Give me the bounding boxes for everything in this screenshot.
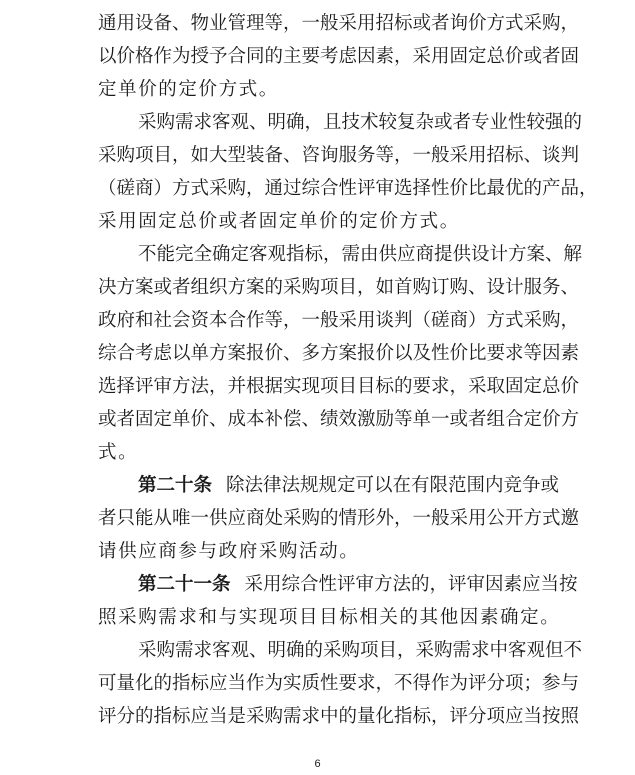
text-line: 照采购需求和与实现项目目标相关的其他因素确定。	[98, 607, 561, 628]
paragraph-1	[98, 7, 580, 106]
article-21	[98, 568, 578, 634]
paragraph-3	[98, 238, 583, 469]
text-line: （磋商）方式采购，通过综合性评审选择性价比最优的产品，	[98, 178, 598, 199]
text-line: 采购需求客观、明确的采购项目，采购需求中客观但不	[138, 640, 583, 661]
text-line: 评分的指标应当是采购需求中的量化指标，评分项应当按照	[98, 706, 580, 727]
text-line: 请供应商参与政府采购活动。	[98, 541, 360, 562]
article-heading: 第二十一条	[138, 574, 231, 595]
text-span: 除法律法规规定可以在有限范围内竞争或	[226, 475, 560, 496]
text-line: 政府和社会资本合作等，一般采用谈判（磋商）方式采购，	[98, 310, 580, 331]
text-line: 者只能从唯一供应商处采购的情形外，一般采用公开方式邀	[98, 508, 580, 529]
text-line: 定单价的定价方式。	[98, 79, 279, 100]
article-20	[98, 469, 580, 568]
article-heading: 第二十条	[138, 475, 213, 496]
text-line	[98, 469, 560, 502]
text-line: 采用固定总价或者固定单价的定价方式。	[98, 211, 460, 232]
paragraph-6	[98, 634, 583, 733]
page-number: 6	[314, 758, 321, 770]
text-line: 以价格作为授予合同的主要考虑因素，采用固定总价或者固	[98, 46, 580, 67]
text-line: 采购项目，如大型装备、咨询服务等，一般采用招标、谈判	[98, 145, 580, 166]
text-span: 采用综合性评审方法的，评审因素应当按	[244, 574, 578, 595]
document-body	[98, 7, 598, 733]
text-line	[98, 568, 578, 601]
text-line: 式。	[98, 442, 139, 463]
text-line: 选择评审方法，并根据实现项目目标的要求，采取固定总价	[98, 376, 580, 397]
text-line: 综合考虑以单方案报价、多方案报价以及性价比要求等因素	[98, 343, 580, 364]
text-line: 通用设备、物业管理等，一般采用招标或者询价方式采购，	[98, 13, 580, 34]
text-line: 可量化的指标应当作为实质性要求，不得作为评分项；参与	[98, 673, 580, 694]
text-line: 不能完全确定客观指标，需由供应商提供设计方案、解	[138, 244, 583, 265]
text-line: 或者固定单价、成本补偿、绩效激励等单一或者组合定价方	[98, 409, 580, 430]
text-line: 决方案或者组织方案的采购项目，如首购订购、设计服务、	[98, 277, 580, 298]
text-line: 采购需求客观、明确，且技术较复杂或者专业性较强的	[138, 112, 583, 133]
paragraph-2	[98, 106, 598, 238]
